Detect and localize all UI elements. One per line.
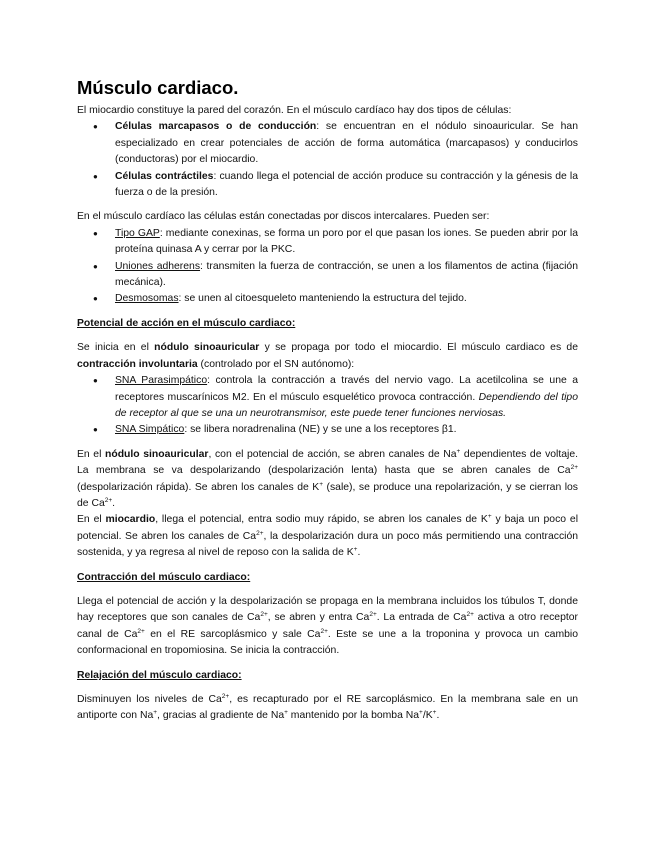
list-item: ● Células contráctiles: cuando llega el potencial de acción produce su contracción y la génesis de la fuerza o de la presión. (115, 169, 578, 202)
paragraph: Llega el potencial de acción y la despolarización se propaga en la membrana incluidos los túbulos T, donde hay receptores que son canales de $Ca^{2+}$, se abren y entra $Ca^{2+}$. La entrada de $Ca^{2+}$ activa a otro receptor canal de $Ca^{2+}$ en el RE sarcoplásmico y sale $Ca^{2+}$. Este se une a la troponina y provoca un cambio conformacional en tropomiosina. Se inicia la contracción. (77, 595, 578, 657)
list-item: ● Tipo GAP: mediante conexinas, se forma un poro por el que pasan los iones. Se pueden abrir por la proteína quinasa A y cerrar por la PKC. (115, 226, 578, 259)
section-heading-action-potential: Potencial de acción en el músculo cardiaco: (77, 317, 296, 329)
discs-paragraph: En el músculo cardíaco las células están conectadas por discos intercalares. Pueden ser: (77, 211, 490, 223)
cell-types-list (77, 119, 578, 201)
section-heading-relaxation: Relajación del músculo cardiaco: (77, 669, 242, 681)
list-item: ● SNA Simpático: se libera noradrenalina (NE) y se une a los receptores β1. (115, 422, 578, 438)
list-item: ● Uniones adherens: transmiten la fuerza de contracción, se unen a los filamentos de actina (fijación mecánica). (115, 259, 578, 292)
paragraph: En el nódulo sinoauricular, con el potencial de acción, se abren canales de Na+ dependientes de voltaje. La membrana se va despolarizando (despolarización lenta) hasta que se abren canales de $Ca^{2+}$ (despolarización rápida). Se abren los canales de K+ (sale), se produce una repolarización, y se cierran los de $Ca^{2+}$. (77, 447, 578, 509)
section-heading-contraction: Contracción del músculo cardiaco: (77, 571, 251, 583)
list-item: ● Células marcapasos o de conducción: se encuentran en el nódulo sinoauricular. Se han especializado en crear potenciales de acción de forma automática (marcapasos) y conducirlos (conductoras) por el miocardio. (115, 119, 578, 168)
intro-paragraph: El miocardio constituye la pared del corazón. En el músculo cardíaco hay dos tipos de células: (77, 105, 512, 116)
list-item: ● SNA Parasimpático: controla la contracción a través del nervio vago. La acetilcolina se une a receptores muscarínicos M2. En el músculo esquelético provoca contracción. Dependiendo del tipo de receptor al que se una un neurotransmisor, este puede tener funciones nerviosas. (115, 373, 578, 422)
autonomic-list (77, 373, 578, 439)
paragraph: Se inicia en el nódulo sinoauricular y se propaga por todo el miocardio. El músculo cardiaco es de contracción involuntaria (controlado por el SN autónomo): (77, 342, 578, 370)
junctions-list (77, 226, 578, 308)
list-item: ● Desmosomas: se unen al citoesqueleto manteniendo la estructura del tejido. (115, 291, 578, 307)
paragraph: Disminuyen los niveles de $Ca^{2+}$, es recapturado por el RE sarcoplásmico. En la membrana sale en un antiporte con Na+, gracias al gradiente de Na+ mantenido por la bomba Na+/K+. (77, 693, 578, 722)
paragraph: En el miocardio, llega el potencial, entra sodio muy rápido, se abren los canales de K+ y baja un poco el potencial. Se abren los canales de $Ca^{2+}$, la despolarización dura un poco más permitiendo una contracción sostenida, y ya regresa al nivel de reposo con la salida de K+. (77, 513, 579, 559)
page-title: Músculo cardiaco. (77, 77, 239, 98)
